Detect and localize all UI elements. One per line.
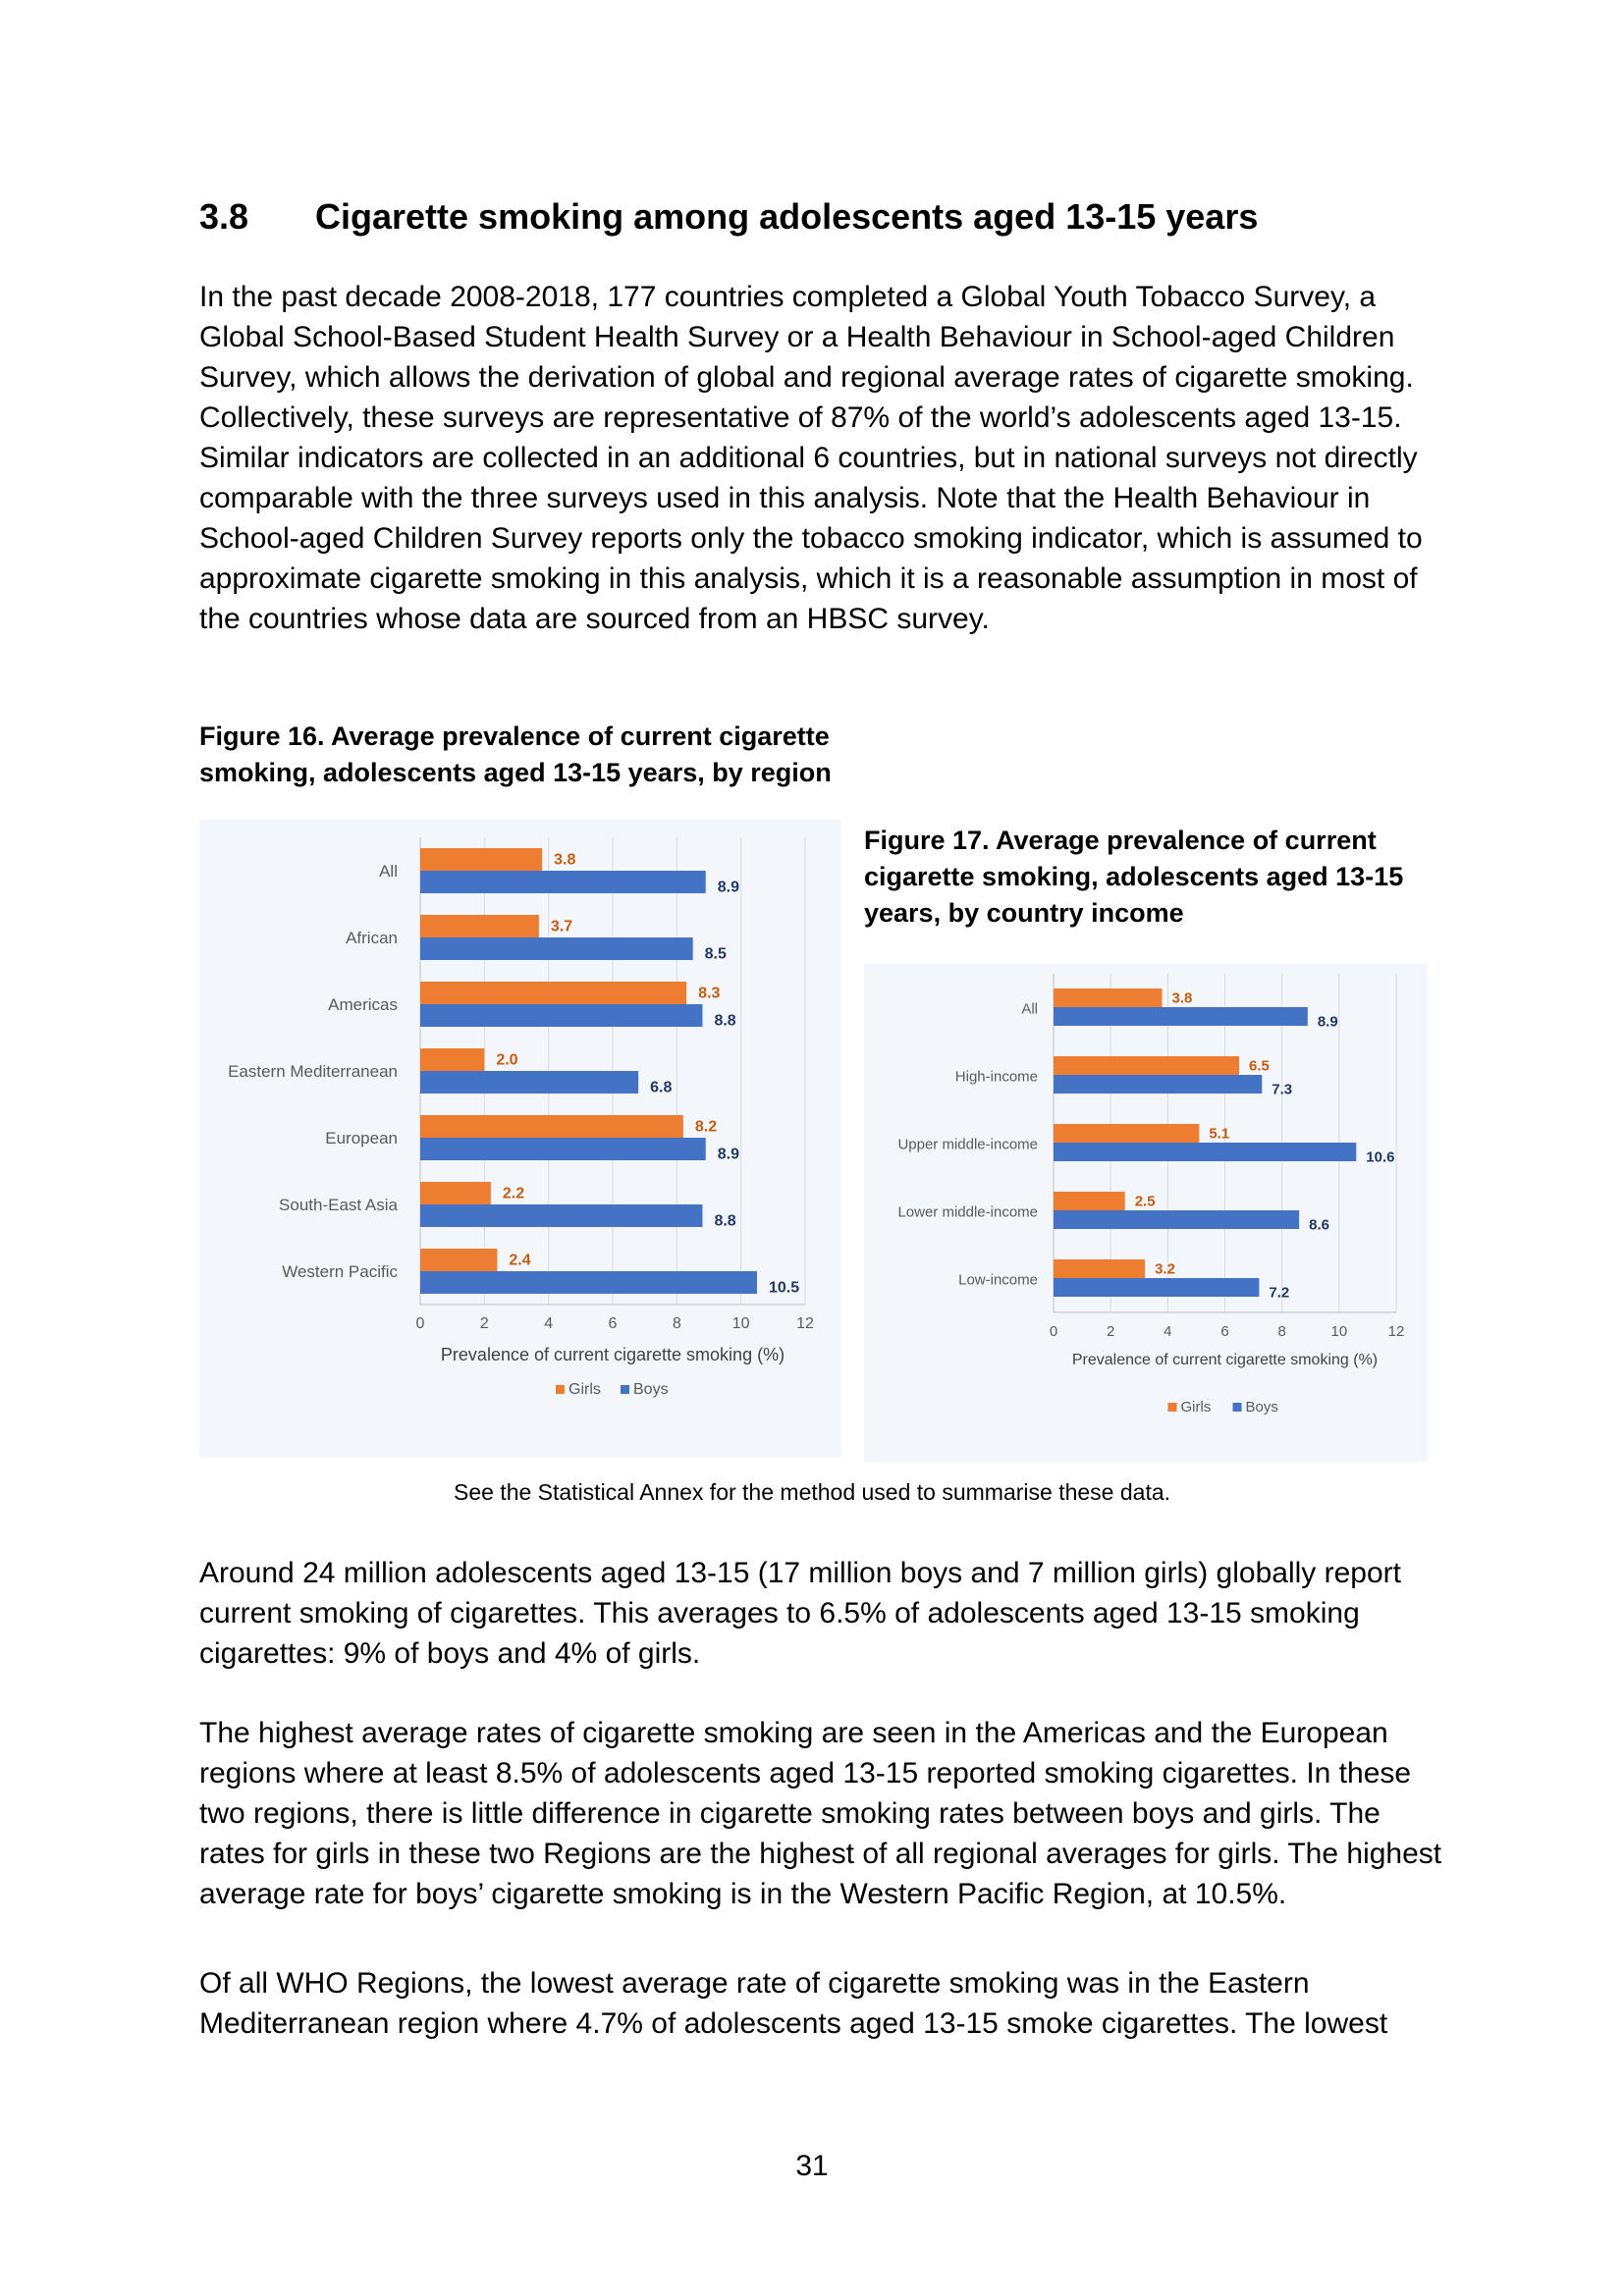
category-label: Eastern Mediterranean bbox=[228, 1062, 398, 1081]
data-label-girls: 2.4 bbox=[509, 1252, 531, 1269]
category-label: Americas bbox=[328, 995, 398, 1014]
bar-girls bbox=[420, 848, 542, 871]
bar-girls bbox=[1054, 1259, 1145, 1278]
x-tick-label: 8 bbox=[1277, 1323, 1286, 1340]
data-label-boys: 7.2 bbox=[1269, 1284, 1290, 1302]
legend-swatch-girls bbox=[556, 1385, 565, 1394]
bar-boys bbox=[420, 937, 693, 960]
data-label-boys: 7.3 bbox=[1272, 1081, 1293, 1098]
bar-boys bbox=[1054, 1075, 1262, 1094]
bar-girls bbox=[1054, 1192, 1125, 1210]
data-label-boys: 8.8 bbox=[714, 1212, 736, 1230]
figure-17-caption: Figure 17. Average prevalence of current cigarette smoking, adolescents aged 13-15 years, by country income bbox=[864, 826, 1404, 928]
category-label: European bbox=[325, 1129, 398, 1148]
figure-16-caption: Figure 16. Average prevalence of current cigarette smoking, adolescents aged 13-15 years, by region bbox=[199, 721, 832, 787]
bar-girls bbox=[420, 915, 539, 937]
legend-swatch-girls bbox=[1168, 1403, 1177, 1412]
bar-girls bbox=[420, 1115, 683, 1138]
category-label: African bbox=[346, 929, 398, 947]
figure-17-chart bbox=[864, 964, 1428, 1462]
data-label-boys: 8.9 bbox=[717, 879, 739, 896]
bar-boys bbox=[420, 1004, 702, 1027]
bar-boys bbox=[1054, 1143, 1356, 1161]
bar-boys bbox=[420, 1271, 757, 1294]
highest-rates-paragraph: The highest average rates of cigarette smoking are seen in the Americas and the European regions where at least 8.5% of adolescents aged 13-15 reported smoking cigarettes. In these two regions, there is little difference in cigarette smoking rates between boys and girls. The rates for girls in these two Regions are the highest of all regional averages for girls. The highest average rate for boys’ cigarette smoking is in the Western Pacific Region, at 10.5%. bbox=[199, 1717, 1442, 1910]
category-label: Western Pacific bbox=[282, 1262, 398, 1281]
bar-girls bbox=[420, 1182, 491, 1204]
data-label-boys: 8.5 bbox=[704, 945, 727, 963]
data-label-boys: 6.8 bbox=[650, 1079, 673, 1096]
data-label-girls: 8.2 bbox=[694, 1118, 718, 1136]
x-tick-label: 6 bbox=[608, 1315, 618, 1332]
data-label-boys: 8.8 bbox=[714, 1012, 736, 1030]
x-tick-label: 4 bbox=[1164, 1323, 1172, 1340]
global-paragraph: Around 24 million adolescents aged 13-15 (17 million boys and 7 million girls) globally report current smoking of cigarettes. This averages to 6.5% of adolescents aged 13-15 smoking cigarettes: 9% of boys and 4% of girls. bbox=[199, 1557, 1401, 1670]
x-tick-label: 0 bbox=[415, 1315, 425, 1332]
bar-boys bbox=[1054, 1278, 1259, 1297]
data-label-boys: 8.9 bbox=[717, 1146, 739, 1163]
x-tick-label: 2 bbox=[479, 1315, 489, 1332]
bar-girls bbox=[1054, 1056, 1239, 1075]
data-label-girls: 8.3 bbox=[698, 985, 721, 1002]
category-label: High-income bbox=[954, 1068, 1038, 1086]
data-label-boys: 10.6 bbox=[1366, 1148, 1395, 1166]
category-label: Upper middle-income bbox=[897, 1136, 1038, 1153]
bar-girls bbox=[420, 1048, 484, 1071]
data-label-girls: 3.8 bbox=[554, 851, 576, 869]
bar-boys bbox=[420, 1204, 702, 1227]
lowest-rates-paragraph: Of all WHO Regions, the lowest average rate of cigarette smoking was in the Eastern Mediterranean region where 4.7% of adolescents aged 13-15 smoke cigarettes. The lowest bbox=[199, 1967, 1388, 2040]
section-title: Cigarette smoking among adolescents aged 13-15 years bbox=[315, 196, 1259, 237]
bar-boys bbox=[1054, 1007, 1308, 1026]
data-label-boys: 10.5 bbox=[769, 1279, 800, 1297]
bar-boys bbox=[420, 1071, 638, 1094]
bar-girls bbox=[420, 982, 686, 1004]
data-label-boys: 8.6 bbox=[1309, 1216, 1329, 1234]
legend-label-girls: Girls bbox=[1180, 1399, 1212, 1415]
legend-label-boys: Boys bbox=[633, 1381, 669, 1398]
x-tick-label: 12 bbox=[796, 1315, 814, 1332]
data-label-girls: 5.1 bbox=[1209, 1125, 1230, 1143]
bar-boys bbox=[1054, 1210, 1299, 1229]
x-tick-label: 10 bbox=[1330, 1323, 1348, 1340]
bar-girls bbox=[1054, 988, 1163, 1007]
legend-label-girls: Girls bbox=[568, 1381, 601, 1398]
legend-label-boys: Boys bbox=[1245, 1399, 1278, 1415]
figure-note: See the Statistical Annex for the method used to summarise these data. bbox=[453, 1479, 1171, 1505]
figure-17-svg bbox=[864, 964, 1428, 1462]
x-tick-label: 10 bbox=[731, 1315, 750, 1332]
figure-16-svg bbox=[199, 820, 841, 1458]
category-label: All bbox=[379, 862, 398, 881]
data-label-girls: 3.8 bbox=[1171, 989, 1193, 1007]
data-label-girls: 6.5 bbox=[1249, 1057, 1270, 1075]
x-tick-label: 0 bbox=[1049, 1323, 1058, 1340]
x-axis-title: Prevalence of current cigarette smoking (%) bbox=[1071, 1352, 1379, 1368]
x-tick-label: 6 bbox=[1220, 1323, 1229, 1340]
data-label-girls: 2.5 bbox=[1134, 1193, 1156, 1210]
x-tick-label: 4 bbox=[544, 1315, 554, 1332]
bar-girls bbox=[420, 1249, 497, 1271]
category-label: South-East Asia bbox=[279, 1196, 398, 1214]
x-tick-label: 8 bbox=[672, 1315, 681, 1332]
section-number: 3.8 bbox=[199, 196, 249, 237]
data-label-boys: 8.9 bbox=[1317, 1013, 1338, 1031]
bar-boys bbox=[420, 1138, 706, 1160]
data-label-girls: 2.0 bbox=[496, 1051, 518, 1069]
page-number: 31 bbox=[795, 2150, 829, 2182]
legend-swatch-boys bbox=[1233, 1403, 1242, 1412]
x-tick-label: 12 bbox=[1387, 1323, 1405, 1340]
x-tick-label: 2 bbox=[1106, 1323, 1115, 1340]
figure-16-chart bbox=[199, 820, 841, 1458]
category-label: Lower middle-income bbox=[897, 1203, 1038, 1221]
bar-boys bbox=[420, 871, 706, 893]
category-label: All bbox=[1021, 1000, 1038, 1018]
data-label-girls: 3.2 bbox=[1155, 1260, 1175, 1278]
section-heading bbox=[199, 196, 1258, 238]
intro-paragraph: In the past decade 2008-2018, 177 countries completed a Global Youth Tobacco Survey, a Global School-Based Student Health Survey or a Health Behaviour in School-aged Children Survey, which allows the derivation of global and regional average rates of cigarette smoking. Collectively, these surveys are representative of 87% of the world’s adolescents aged 13-15. Similar indicators are collected in an additional 6 countries, but in national surveys not directly comparable with the three surveys used in this analysis. Note that the Health Behaviour in School-aged Children Survey reports only the tobacco smoking indicator, which is assumed to approximate cigarette smoking in this analysis, which it is a reasonable assumption in most of the countries whose data are sourced from an HBSC survey. bbox=[199, 281, 1423, 635]
data-label-girls: 2.2 bbox=[502, 1185, 525, 1202]
x-axis-title: Prevalence of current cigarette smoking (%) bbox=[440, 1345, 785, 1364]
legend-swatch-boys bbox=[621, 1385, 629, 1394]
bar-girls bbox=[1054, 1124, 1199, 1143]
category-label: Low-income bbox=[958, 1271, 1038, 1289]
data-label-girls: 3.7 bbox=[550, 918, 573, 935]
